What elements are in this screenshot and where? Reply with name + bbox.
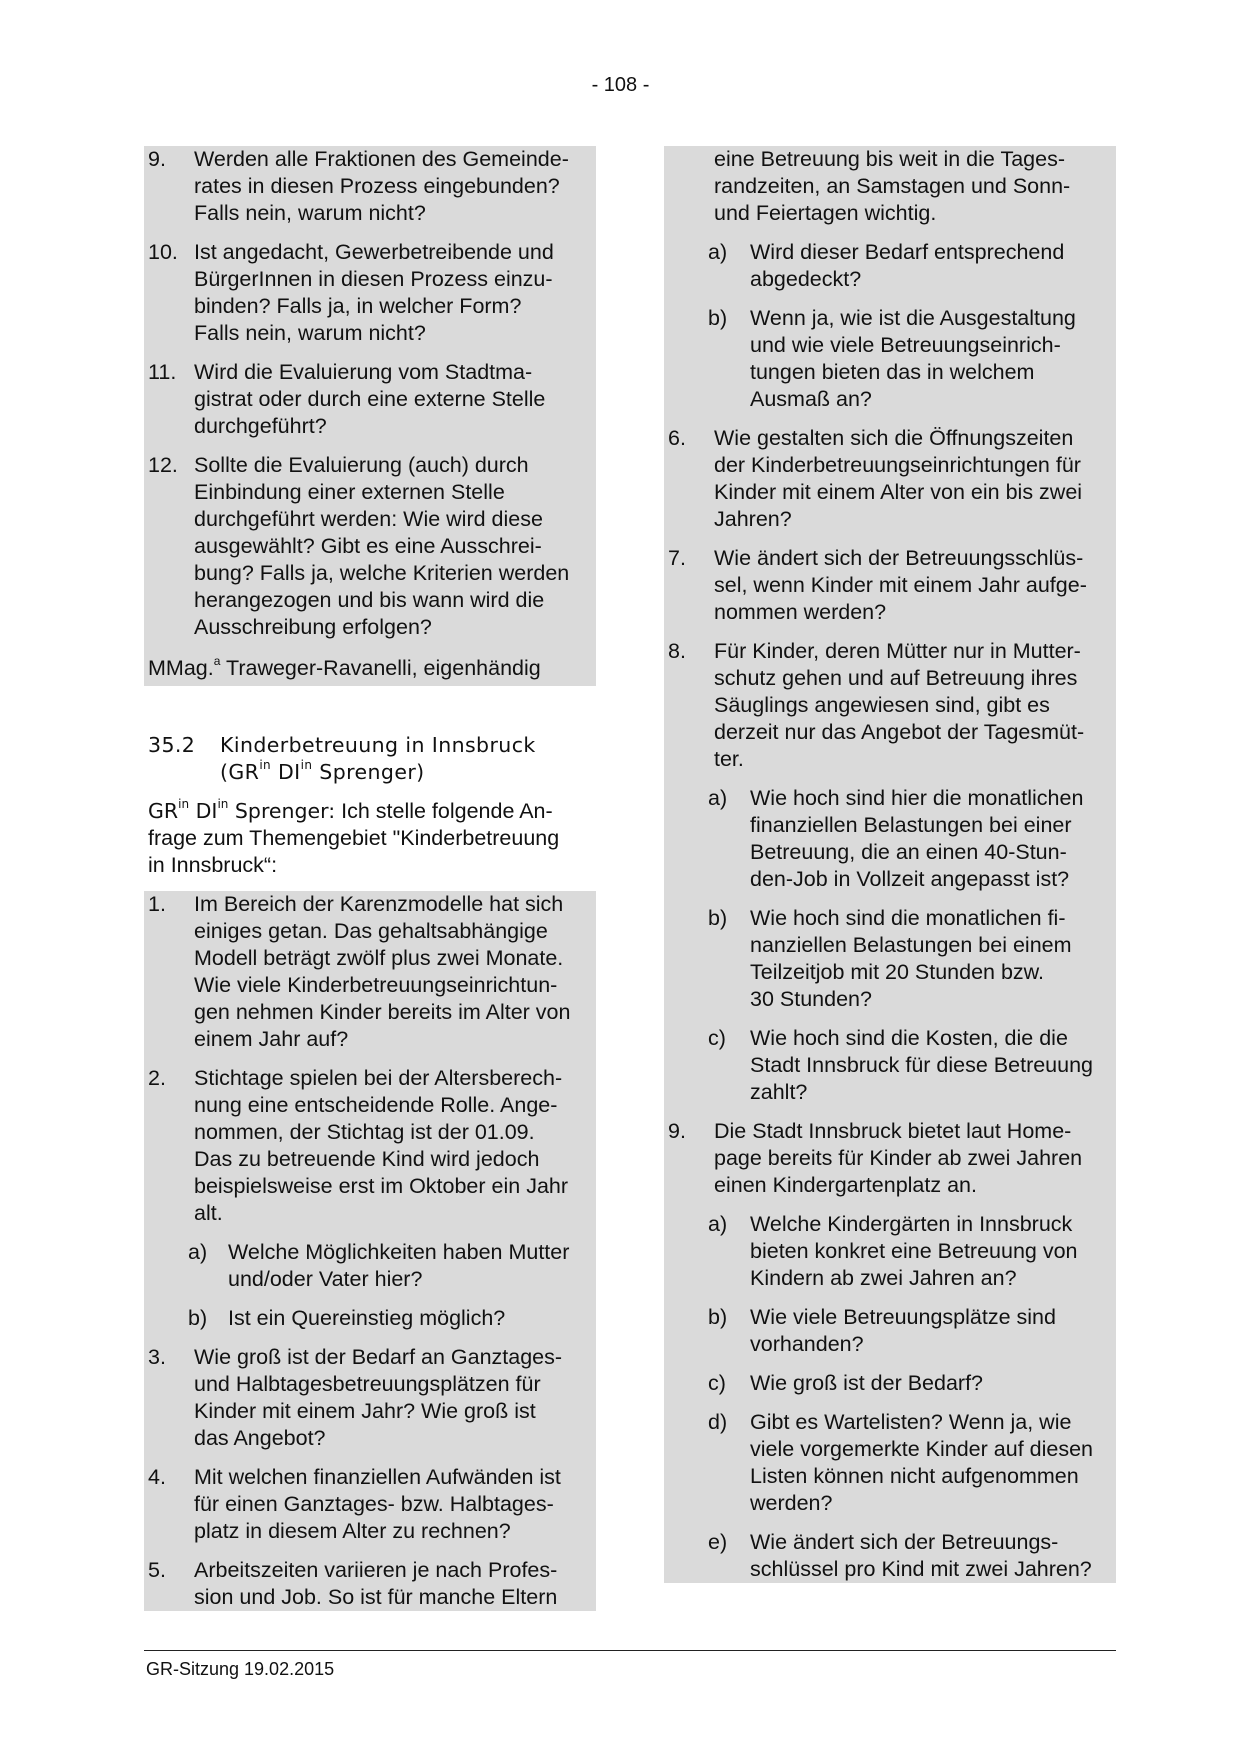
item-text: Die Stadt Innsbruck bietet laut Home- page bereits für Kinder ab zwei Jahren einen Kindergartenplatz an. bbox=[714, 1119, 1083, 1197]
section-title: Kinderbetreuung in Innsbruck bbox=[220, 733, 536, 757]
sub-item-text: Gibt es Wartelisten? Wenn ja, wie viele vorgemerkte Kinder auf diesen Listen können nicht aufgenommen werden? bbox=[750, 1410, 1093, 1515]
continued-text: eine Betreuung bis weit in die Tages- randzeiten, an Samstagen und Sonn- und Feiertagen wichtig. bbox=[714, 147, 1071, 225]
item-text: Mit welchen finanziellen Aufwänden ist für einen Ganztages- bzw. Halbtages- platz in diesem Alter zu rechnen? bbox=[194, 1465, 561, 1543]
list-item bbox=[664, 545, 1116, 626]
right-column bbox=[664, 146, 1116, 1583]
item-number: 9. bbox=[148, 147, 166, 171]
sub-item-text: Wie hoch sind hier die monatlichen finanziellen Belastungen bei einer Betreuung, die an einen 40-Stun- den-Job in Vollzeit angepasst ist? bbox=[750, 786, 1084, 891]
item-number: 3. bbox=[148, 1345, 166, 1369]
sub-item-letter: a) bbox=[708, 1212, 728, 1236]
sub-item-letter: a) bbox=[708, 786, 728, 810]
sub-item-text: Ist ein Quereinstieg möglich? bbox=[228, 1306, 506, 1330]
sub-item-letter: d) bbox=[708, 1410, 728, 1434]
sub-item bbox=[664, 905, 1116, 1013]
sub-item-text: Welche Kindergärten in Innsbruck bieten konkret eine Betreuung von Kindern ab zwei Jahren an? bbox=[750, 1212, 1078, 1290]
left-column bbox=[144, 146, 596, 1611]
item-number: 8. bbox=[668, 639, 686, 663]
list-item bbox=[144, 146, 596, 227]
sub-item-letter: e) bbox=[708, 1530, 728, 1554]
item-number: 1. bbox=[148, 892, 166, 916]
section-number: 35.2 bbox=[148, 733, 196, 757]
sub-item bbox=[664, 785, 1116, 893]
sub-item bbox=[664, 239, 1116, 293]
item-number: 11. bbox=[148, 360, 177, 384]
footer-rule bbox=[144, 1650, 1116, 1651]
sub-item-text: Wie hoch sind die Kosten, die die Stadt Innsbruck für diese Betreuung zahlt? bbox=[750, 1026, 1094, 1104]
sub-item-text: Wird dieser Bedarf entsprechend abgedeckt? bbox=[750, 240, 1065, 291]
sub-item bbox=[664, 1409, 1116, 1517]
item-text: Wird die Evaluierung vom Stadtma- gistrat oder durch eine externe Stelle durchgeführt? bbox=[194, 360, 546, 438]
sub-item-letter: b) bbox=[708, 306, 728, 330]
sub-item-letter: c) bbox=[708, 1026, 726, 1050]
item-number: 7. bbox=[668, 546, 686, 570]
item-text: Wie ändert sich der Betreuungsschlüs- sel, wenn Kinder mit einem Jahr aufge- nommen werden? bbox=[714, 546, 1087, 624]
list-item bbox=[664, 1118, 1116, 1199]
page-number: - 108 - bbox=[591, 74, 650, 96]
question-block bbox=[144, 891, 596, 1611]
section-subtitle: ($GR^{in}$ $DI^{in}$ Sprenger) bbox=[220, 758, 425, 784]
sub-item-letter: b) bbox=[708, 906, 728, 930]
sub-item-text: Wie ändert sich der Betreuungs- schlüssel pro Kind mit zwei Jahren? bbox=[750, 1530, 1092, 1581]
item-number: 10. bbox=[148, 240, 178, 264]
sub-item bbox=[664, 305, 1116, 413]
list-item bbox=[144, 239, 596, 347]
section-heading bbox=[144, 732, 596, 786]
item-text: Arbeitszeiten variieren je nach Profes- sion und Job. So ist für manche Eltern bbox=[194, 1558, 558, 1609]
sub-item-letter: b) bbox=[188, 1306, 208, 1330]
sub-item-letter: a) bbox=[188, 1240, 208, 1264]
item-text: Für Kinder, deren Mütter nur in Mutter- schutz gehen und auf Betreuung ihres Säuglings angewiesen sind, gibt es derzeit nur das Angebot der Tagesmüt- ter. bbox=[714, 639, 1085, 771]
question-block-continued bbox=[664, 146, 1116, 1583]
item-text: Stichtage spielen bei der Altersberech- nung eine entscheidende Rolle. Ange- nommen, der Stichtag ist der 01.09. Das zu betreuende Kind wird jedoch beispielsweise erst im Oktober ein Jahr alt. bbox=[194, 1066, 569, 1225]
sub-item bbox=[664, 1370, 1116, 1397]
list-item bbox=[144, 1464, 596, 1545]
list-item bbox=[144, 1557, 596, 1611]
sub-item-letter: b) bbox=[708, 1305, 728, 1329]
item-number: 12. bbox=[148, 453, 178, 477]
sub-item bbox=[144, 1239, 596, 1293]
item-number: 5. bbox=[148, 1558, 166, 1582]
list-item bbox=[144, 1344, 596, 1452]
sub-item-text: Wie viele Betreuungsplätze sind vorhanden? bbox=[750, 1305, 1056, 1356]
item-text: Im Bereich der Karenzmodelle hat sich einiges getan. Das gehaltsabhängige Modell beträgt zwölf plus zwei Monate. Wie viele Kinderbetreuungseinrichtun- gen nehmen Kinder bereits im Alter von einem Jahr auf? bbox=[194, 892, 571, 1051]
item-text: Wie groß ist der Bedarf an Ganztages- und Halbtagesbetreuungsplätzen für Kinder mit einem Jahr? Wie groß ist das Angebot? bbox=[194, 1345, 563, 1450]
list-item bbox=[144, 359, 596, 440]
list-item bbox=[144, 1065, 596, 1227]
item-text: Ist angedacht, Gewerbetreibende und BürgerInnen in diesen Prozess einzu- binden? Falls ja, in welcher Form? Falls nein, warum nicht? bbox=[194, 240, 554, 345]
sub-item-letter: c) bbox=[708, 1371, 726, 1395]
list-item bbox=[664, 425, 1116, 533]
list-item bbox=[664, 638, 1116, 773]
item-number: 4. bbox=[148, 1465, 166, 1489]
footer: GR-Sitzung 19.02.2015 bbox=[146, 1659, 335, 1679]
sub-item bbox=[664, 1529, 1116, 1583]
item-number: 9. bbox=[668, 1119, 686, 1143]
speaker: $GR^{in}$ $DI^{in}$ Sprenger: bbox=[148, 797, 336, 823]
sub-item bbox=[144, 1305, 596, 1332]
item-text: Werden alle Fraktionen des Gemeinde- rates in diesen Prozess eingebunden? Falls nein, warum nicht? bbox=[194, 147, 569, 225]
item-text: Sollte die Evaluierung (auch) durch Einbindung einer externen Stelle durchgeführt werden: Wie wird diese ausgewählt? Gibt es eine Ausschrei- bung? Falls ja, welche Kriterien werden herangezogen und bis wann wird die Ausschreibung erfolgen? bbox=[194, 453, 570, 639]
sub-item bbox=[664, 1211, 1116, 1292]
sub-item-text: Welche Möglichkeiten haben Mutter und/oder Vater hier? bbox=[228, 1240, 570, 1291]
item-number: 6. bbox=[668, 426, 686, 450]
question-block-previous bbox=[144, 146, 596, 686]
signature: MMag.$^a$ Traweger-Ravanelli, eigenhändig bbox=[148, 654, 541, 680]
sub-item-text: Wenn ja, wie ist die Ausgestaltung und wie viele Betreuungseinrich- tungen bieten das in welchem Ausmaß an? bbox=[750, 306, 1076, 411]
intro-paragraph: $GR^{in}$ $DI^{in}$ Sprenger: Ich stelle folgende An- frage zum Themengebiet "Kinderbetreuung in Innsbruck“: bbox=[148, 797, 560, 877]
sub-item bbox=[664, 1304, 1116, 1358]
list-item bbox=[144, 891, 596, 1053]
list-item bbox=[144, 452, 596, 641]
sub-item bbox=[664, 1025, 1116, 1106]
sub-item-text: Wie hoch sind die monatlichen fi- nanziellen Belastungen bei einem Teilzeitjob mit 20 Stunden bzw. 30 Stunden? bbox=[750, 906, 1072, 1011]
sub-item-text: Wie groß ist der Bedarf? bbox=[750, 1371, 984, 1395]
sub-item-letter: a) bbox=[708, 240, 728, 264]
item-number: 2. bbox=[148, 1066, 166, 1090]
item-text: Wie gestalten sich die Öffnungszeiten der Kinderbetreuungseinrichtungen für Kinder mit einem Alter von ein bis zwei Jahren? bbox=[714, 426, 1083, 531]
